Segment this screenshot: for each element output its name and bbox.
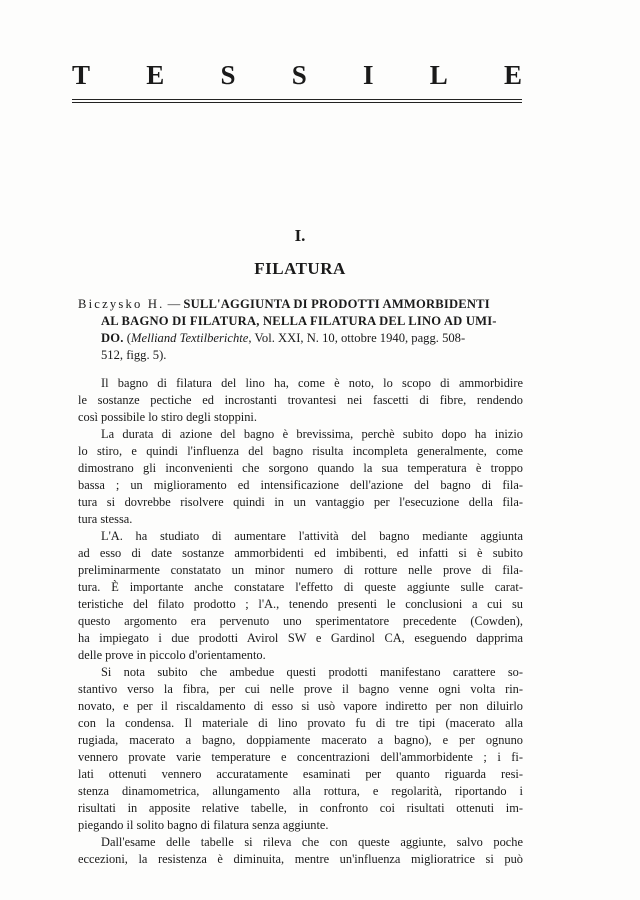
entry-dash: — <box>164 297 184 311</box>
text-line: Il bagno di filatura del lino ha, come è noto, lo scopo di ammorbidire <box>101 376 523 390</box>
text-line: La durata di azione del bagno è brevissima, perchè subito dopo ha inizio <box>101 427 523 441</box>
text-line: tura. È importante anche constatare l'effetto di queste aggiunte sulle carat- <box>78 580 523 594</box>
entry-line <box>78 296 523 313</box>
paragraph <box>78 664 523 834</box>
text-line: eccezioni, la resistenza è diminuita, mentre un'influenza miglioratrice si può <box>78 852 523 866</box>
text-line: stenza dinamometrica, allungamento alla rottura, e regolarità, riportando i <box>78 784 523 798</box>
text-line: rugiada, macerato a bagno, doppiamente macerato a bagno), e per ognuno <box>78 733 523 747</box>
text-line: tura si dovrebbe risolvere quindi in un vantaggio per l'esecuzione della fila- <box>78 495 523 509</box>
text-line: Dall'esame delle tabelle si rileva che con queste aggiunte, salvo poche <box>101 835 523 849</box>
text-line: ha impiegato i due prodotti Avirol SW e Gardinol CA, eseguendo dapprima <box>78 631 523 645</box>
entry-title: SULL'AGGIUNTA DI PRODOTTI AMMORBIDENTI <box>183 297 490 311</box>
paragraph <box>78 528 523 664</box>
entry-line <box>78 313 523 330</box>
entry-title: AL BAGNO DI FILATURA, NELLA FILATURA DEL LINO AD UMI- <box>101 314 497 328</box>
text-line: ad esso di date sostanze ammorbidenti ed imbibenti, ed infatti si è subito <box>78 546 523 560</box>
running-title-letter: T <box>72 60 91 90</box>
section-title: FILATURA <box>254 259 346 278</box>
entry-line <box>78 330 523 347</box>
text-line: lo stiro, e quindi l'influenza del bagno risulta incompleta generalmente, come <box>78 444 523 458</box>
paragraph <box>78 834 523 868</box>
running-title-letter: E <box>146 60 165 90</box>
text-line: così possibile lo stiro degli stoppini. <box>78 410 257 424</box>
entry-line <box>78 347 523 364</box>
body-text <box>78 375 523 868</box>
text-line: vennero provate varie temperature e concentrazioni dell'ammorbidente ; i fi- <box>78 750 523 764</box>
entry-title: DO. <box>101 331 124 345</box>
running-title-letter: E <box>503 60 522 90</box>
section-number: I. <box>294 226 306 245</box>
header-rule-secondary <box>72 102 522 103</box>
text-line: risultati in apposite relative tabelle, in confronto coi risultati ottenuti im- <box>78 801 523 815</box>
text-line: tura stessa. <box>78 512 133 526</box>
text-line: stantivo verso la fibra, per cui nelle prove il bagno venne ogni volta rin- <box>78 682 523 696</box>
running-title <box>72 60 522 90</box>
bibliographic-entry <box>78 296 523 364</box>
paragraph <box>78 375 523 426</box>
entry-citation: 512, figg. 5). <box>101 348 167 362</box>
running-title-letter: S <box>220 60 236 90</box>
entry-author: Biczysko H. <box>78 297 165 311</box>
header-rule <box>72 99 522 100</box>
entry-citation: , Vol. XXI, N. 10, ottobre 1940, pagg. 508- <box>248 331 466 345</box>
text-line: le sostanze pectiche ed incrostanti trovantesi nei fascetti di fibre, rendendo <box>78 393 523 407</box>
text-line: questo argomento era pervenuto uno sperimentatore precedente (Cowden), <box>78 614 523 628</box>
text-line: piegando il solito bagno di filatura senza aggiunte. <box>78 818 329 832</box>
text-line: con la condensa. Il materiale di lino provato fu di tre tipi (macerato alla <box>78 716 523 730</box>
running-title-letter: L <box>429 60 448 90</box>
running-title-letter: I <box>362 60 374 90</box>
text-line: lati ottenuti vennero accuratamente esaminati per quanto riguarda resi- <box>78 767 523 781</box>
text-line: preliminarmente constatato un minor numero di rotture nelle prove di fila- <box>78 563 523 577</box>
text-line: Si nota subito che ambedue questi prodotti manifestano carattere so- <box>101 665 523 679</box>
text-line: dimostrano gli inconvenienti che sorgono quando la sua temperatura è troppo <box>78 461 523 475</box>
text-line: teristiche del filato prodotto ; l'A., tenendo presenti le conclusioni a cui su <box>78 597 523 611</box>
paragraph <box>78 426 523 528</box>
entry-journal: Melliand Textilberichte <box>130 331 249 345</box>
running-title-letter: S <box>291 60 307 90</box>
text-line: bassa ; un miglioramento ed intensificazione dell'azione del bagno di fila- <box>78 478 523 492</box>
text-line: novato, e per il riscaldamento di esso si usò vapore indiretto per non diluirlo <box>78 699 523 713</box>
text-line: L'A. ha studiato di aumentare l'attività del bagno mediante aggiunta <box>101 529 523 543</box>
text-line: delle prove in piccolo d'orientamento. <box>78 648 266 662</box>
entry-citation-open: ( <box>123 331 131 345</box>
